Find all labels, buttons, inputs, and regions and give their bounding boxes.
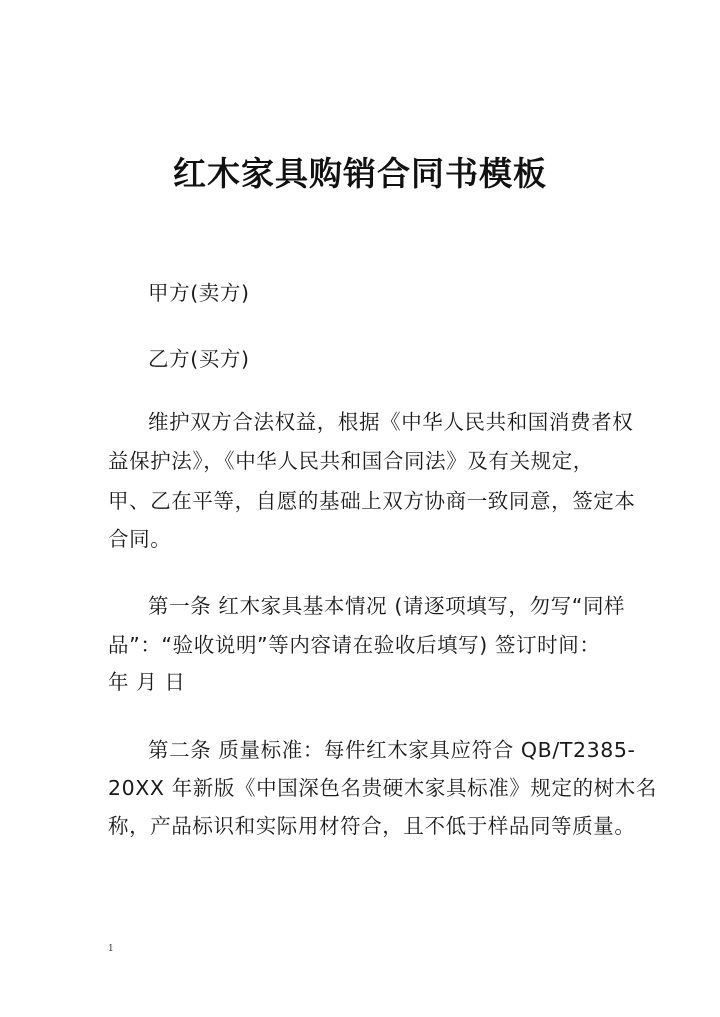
party-b-label: 乙方(买方) xyxy=(148,347,250,371)
paragraph-line: 甲、乙在平等，自愿的基础上双方协商一致同意，签定本 xyxy=(108,489,636,513)
paragraph-line: 称，产品标识和实际用材符合，且不低于样品同等质量。 xyxy=(108,814,636,838)
paragraph-line: 第一条 红木家具基本情况 (请逐项填写，勿写“同样 xyxy=(148,594,626,618)
paragraph-line: 年 月 日 xyxy=(108,670,186,694)
paragraph-line: 第二条 质量标准：每件红木家具应符合 QB/T2385- xyxy=(148,738,636,762)
paragraph-line: 合同。 xyxy=(108,527,172,551)
paragraph-line: 维护双方合法权益，根据《中华人民共和国消费者权 xyxy=(148,410,634,434)
document-title: 红木家具购销合同书模板 xyxy=(173,154,547,193)
page-number: 1 xyxy=(108,944,114,954)
party-a-label: 甲方(卖方) xyxy=(148,281,250,305)
paragraph-line: 益保护法》，《中华人民共和国合同法》及有关规定， xyxy=(108,449,594,473)
paragraph-line: 20XX 年新版《中国深色名贵硬木家具标准》规定的树木名 xyxy=(108,776,657,800)
paragraph-line: 品”：“验收说明”等内容请在验收后填写) 签订时间： xyxy=(108,633,601,657)
